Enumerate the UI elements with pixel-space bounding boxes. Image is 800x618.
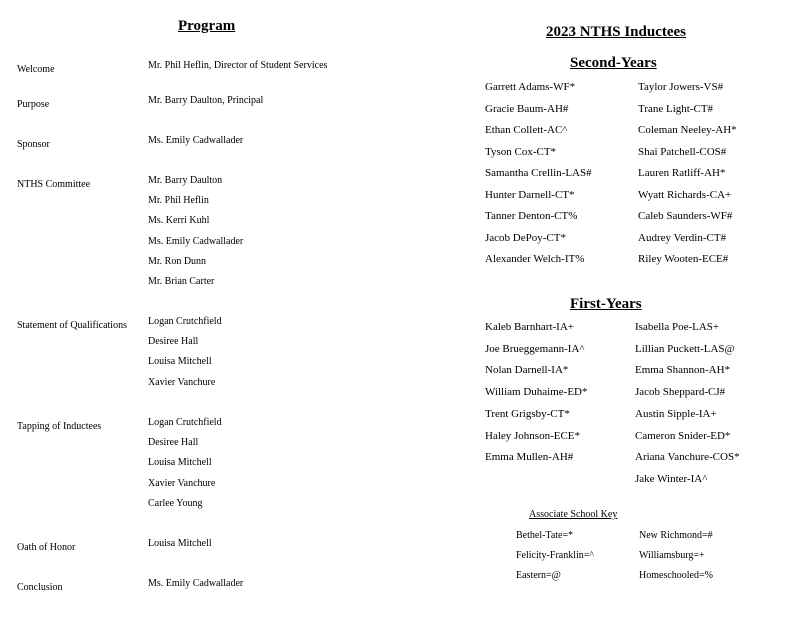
inductee-name: Ethan Collett-AC^ [485, 124, 568, 136]
inductee-name: Jacob DePoy-CT* [485, 231, 566, 244]
school-key-title: Associate School Key [529, 509, 618, 520]
school-key-entry: Felicity-Franklin=^ [516, 550, 595, 561]
program-row-value: Logan Crutchfield [148, 417, 222, 428]
inductee-name: Taylor Jowers-VS# [638, 81, 724, 93]
inductee-name: Tyson Cox-CT* [485, 145, 557, 158]
inductee-name: Cameron Snider-ED* [635, 429, 731, 442]
program-row-label: Sponsor [17, 139, 50, 150]
inductee-name: Riley Wooten-ECE# [638, 253, 729, 265]
program-row-label: Purpose [17, 99, 50, 110]
program-row-value: Mr. Phil Heflin [148, 195, 209, 207]
inductee-name: Trane Light-CT# [638, 102, 714, 115]
program-row-label: Statement of Qualifications [17, 320, 127, 331]
second-years-title: Second-Years [570, 55, 657, 71]
school-key-entry: Eastern=@ [516, 570, 561, 581]
inductee-name: Garrett Adams-WF* [485, 81, 576, 93]
program-row-label: Welcome [17, 64, 55, 75]
program-row-label: Tapping of Inductees [17, 421, 102, 432]
inductee-name: Samantha Crellin-LAS# [485, 167, 592, 179]
program-row-value: Mr. Brian Carter [148, 276, 215, 287]
inductee-name: Isabella Poe-LAS+ [635, 321, 720, 333]
school-key-entry: Bethel-Tate=* [516, 530, 574, 541]
program-row-value: Logan Crutchfield [148, 316, 222, 327]
program-row-value: Mr. Barry Daulton [148, 175, 223, 186]
inductee-name: Tanner Denton-CT% [485, 210, 578, 222]
inductee-name: Haley Johnson-ECE* [485, 429, 581, 442]
inductee-name: Alexander Welch-IT% [485, 253, 585, 265]
inductee-name: Joe Brueggemann-IA^ [485, 342, 585, 355]
inductee-name: Kaleb Barnhart-IA+ [485, 321, 574, 333]
inductee-name: Austin Sipple-IA+ [635, 407, 717, 420]
inductee-name: Caleb Saunders-WF# [638, 210, 733, 222]
inductee-name: Emma Mullen-AH# [485, 451, 574, 464]
inductee-name: Hunter Darnell-CT* [485, 188, 575, 201]
program-row-value: Ms. Emily Cadwallader [148, 135, 244, 146]
inductee-name: Gracie Baum-AH# [485, 102, 569, 115]
inductee-name: Jacob Sheppard-CJ# [635, 386, 726, 399]
inductee-name: Trent Grigsby-CT* [485, 407, 570, 420]
program-row-value: Xavier Vanchure [148, 477, 216, 489]
program-row-label: Oath of Honor [17, 542, 76, 553]
program-row-value: Xavier Vanchure [148, 376, 216, 388]
inductee-name: Wyatt Richards-CA+ [638, 188, 732, 201]
school-key-entry: New Richmond=# [639, 530, 713, 541]
program-row-label: NTHS Committee [17, 179, 91, 190]
school-key-entry: Homeschooled=% [639, 570, 713, 581]
program-row-value: Mr. Barry Daulton, Principal [148, 95, 264, 106]
program-row-value: Desiree Hall [148, 437, 199, 449]
inductee-name: Emma Shannon-AH* [635, 364, 731, 377]
inductees-title: 2023 NTHS Inductees [546, 24, 687, 40]
program-row-value: Louisa Mitchell [148, 538, 212, 549]
program-row-value: Mr. Phil Heflin, Director of Student Services [148, 60, 328, 71]
inductee-name: Ariana Vanchure-COS* [635, 451, 740, 464]
inductee-name: Jake Winter-IA^ [635, 472, 708, 485]
program-row-value: Carlee Young [148, 497, 203, 509]
program-title: Program [178, 18, 236, 34]
inductee-name: William Duhaime-ED* [485, 386, 588, 399]
inductee-name: Audrey Verdin-CT# [638, 231, 727, 244]
program-row-value: Mr. Ron Dunn [148, 255, 207, 267]
program-row-value: Ms. Emily Cadwallader [148, 235, 244, 247]
inductee-name: Lillian Puckett-LAS@ [635, 342, 735, 355]
program-row-value: Louisa Mitchell [148, 457, 212, 469]
school-key-entry: Williamsburg=+ [639, 550, 705, 561]
inductee-name: Lauren Ratliff-AH* [638, 167, 726, 179]
inductee-name: Shai Patchell-COS# [638, 145, 727, 158]
program-row-label: Conclusion [17, 582, 63, 593]
first-years-title: First-Years [570, 296, 642, 312]
program-row-value: Louisa Mitchell [148, 356, 212, 368]
program-row-value: Desiree Hall [148, 336, 199, 348]
program-row-value: Ms. Kerri Kuhl [148, 215, 210, 227]
inductee-name: Coleman Neeley-AH* [638, 124, 737, 136]
program-row-value: Ms. Emily Cadwallader [148, 578, 244, 589]
inductee-name: Nolan Darnell-IA* [485, 364, 569, 377]
